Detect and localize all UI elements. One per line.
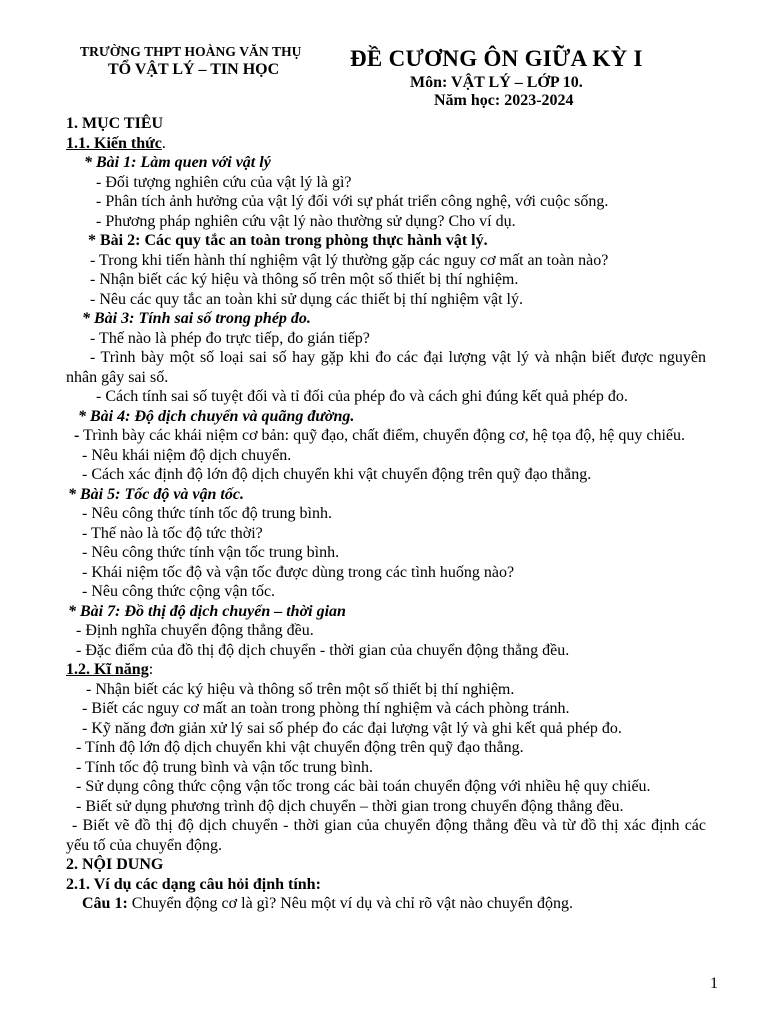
list-item: - Nêu các quy tắc an toàn khi sử dụng các thiết bị thí nghiệm vật lý. xyxy=(90,290,523,308)
list-item: - Nêu công thức tính vận tốc trung bình. xyxy=(82,544,340,561)
section-heading: 2. NỘI DUNG xyxy=(66,856,164,873)
question-text: Chuyển động cơ là gì? Nêu một ví dụ và chỉ rõ vật nào chuyển động. xyxy=(127,895,574,912)
department-name: TỔ VẬT LÝ – TIN HỌC xyxy=(108,61,280,78)
list-item: - Nêu công thức cộng vận tốc. xyxy=(82,583,276,600)
page-number: 1 xyxy=(710,975,718,992)
list-item: - Trình bày một số loại sai số hay gặp khi đo các đại lượng vật lý và nhận biết được nguyên nhân gây sai số. xyxy=(66,349,706,386)
section-heading: 1. MỤC TIÊU xyxy=(66,115,164,132)
list-item: - Nhận biết các ký hiệu và thông số trên một số thiết bị thí nghiệm. xyxy=(90,271,519,288)
school-year: Năm học: 2023-2024 xyxy=(434,92,574,109)
lesson-title: * Bài 7: Đồ thị độ dịch chuyển – thời gian xyxy=(68,602,346,620)
list-item: - Tính độ lớn độ dịch chuyển khi vật chuyển động trên quỹ đạo thẳng. xyxy=(76,739,524,756)
list-item: - Phân tích ảnh hưởng của vật lý đối với sự phát triển công nghệ, với cuộc sống. xyxy=(96,193,609,210)
list-item: - Trong khi tiến hành thí nghiệm vật lý thường gặp các nguy cơ mất an toàn nào? xyxy=(90,251,609,269)
list-item: - Nhận biết các ký hiệu và thông số trên một số thiết bị thí nghiệm. xyxy=(86,680,515,698)
subsection-heading-text: 1.2. Kĩ năng xyxy=(66,661,149,678)
question-label: Câu 1: xyxy=(82,895,128,912)
subsection-heading: 1.1. Kiến thức. xyxy=(66,134,166,152)
question xyxy=(66,894,706,914)
list-item: - Biết các nguy cơ mất an toàn trong phòng thí nghiệm và cách phòng tránh. xyxy=(82,700,570,717)
subsection-heading: 1.2. Kĩ năng: xyxy=(66,661,154,678)
list-item: - Khái niệm tốc độ và vận tốc được dùng trong các tình huống nào? xyxy=(82,563,515,581)
subsection-heading-text: 1.1. Kiến thức xyxy=(66,134,162,152)
subsection-heading: 2.1. Ví dụ các dạng câu hỏi định tính: xyxy=(66,875,321,893)
list-item: - Cách tính sai số tuyệt đối và tỉ đối của phép đo và cách ghi đúng kết quả phép đo. xyxy=(96,388,628,405)
lesson-title: * Bài 4: Độ dịch chuyển và quãng đường. xyxy=(78,407,355,425)
list-item: - Cách xác định độ lớn độ dịch chuyển khi vật chuyển động trên quỹ đạo thẳng. xyxy=(82,466,592,483)
list-item: - Sử dụng công thức cộng vận tốc trong các bài toán chuyển động với nhiều hệ quy chiếu. xyxy=(76,778,651,795)
school-name: TRƯỜNG THPT HOÀNG VĂN THỤ xyxy=(80,44,302,59)
list-item: - Thế nào là phép đo trực tiếp, đo gián tiếp? xyxy=(90,329,370,347)
lesson-title: * Bài 5: Tốc độ và vận tốc. xyxy=(68,485,244,503)
list-item: - Biết vẽ đồ thị độ dịch chuyển - thời gian của chuyển động thẳng đều và từ đồ thị xác định các yếu tố của chuyển động. xyxy=(66,817,706,854)
list-item: - Đặc điểm của đồ thị độ dịch chuyển - thời gian của chuyển động thẳng đều. xyxy=(76,641,570,659)
lesson-title: * Bài 2: Các quy tắc an toàn trong phòng thực hành vật lý. xyxy=(88,232,488,249)
list-item: - Phương pháp nghiên cứu vật lý nào thường sử dụng? Cho ví dụ. xyxy=(96,212,516,230)
subject-line: Môn: VẬT LÝ – LỚP 10. xyxy=(410,74,583,91)
list-item: - Nêu công thức tính tốc độ trung bình. xyxy=(82,505,332,522)
document-body xyxy=(66,114,706,914)
list-item: - Nêu khái niệm độ dịch chuyển. xyxy=(82,446,292,464)
list-item: - Đối tượng nghiên cứu của vật lý là gì? xyxy=(96,173,352,191)
list-item-dash: - xyxy=(74,427,80,444)
list-item: - Định nghĩa chuyển động thẳng đều. xyxy=(76,622,314,639)
document-header xyxy=(0,0,768,115)
list-item xyxy=(66,426,706,446)
document-title: ĐỀ CƯƠNG ÔN GIỮA KỲ I xyxy=(350,46,643,71)
list-item: - Biết sử dụng phương trình độ dịch chuyển – thời gian trong chuyển động thẳng đều. xyxy=(76,797,624,815)
list-item-text: Trình bày các khái niệm cơ bản: quỹ đạo, chất điểm, chuyển động cơ, hệ tọa độ, hệ quy chiếu. xyxy=(79,427,685,444)
list-item: - Tính tốc độ trung bình và vận tốc trung bình. xyxy=(76,758,373,776)
list-item: - Thế nào là tốc độ tức thời? xyxy=(82,524,263,542)
lesson-title: * Bài 1: Làm quen với vật lý xyxy=(84,154,271,171)
lesson-title: * Bài 3: Tính sai số trong phép đo. xyxy=(82,310,311,327)
list-item: - Kỹ năng đơn giản xử lý sai số phép đo các đại lượng vật lý và ghi kết quả phép đo. xyxy=(82,719,622,737)
